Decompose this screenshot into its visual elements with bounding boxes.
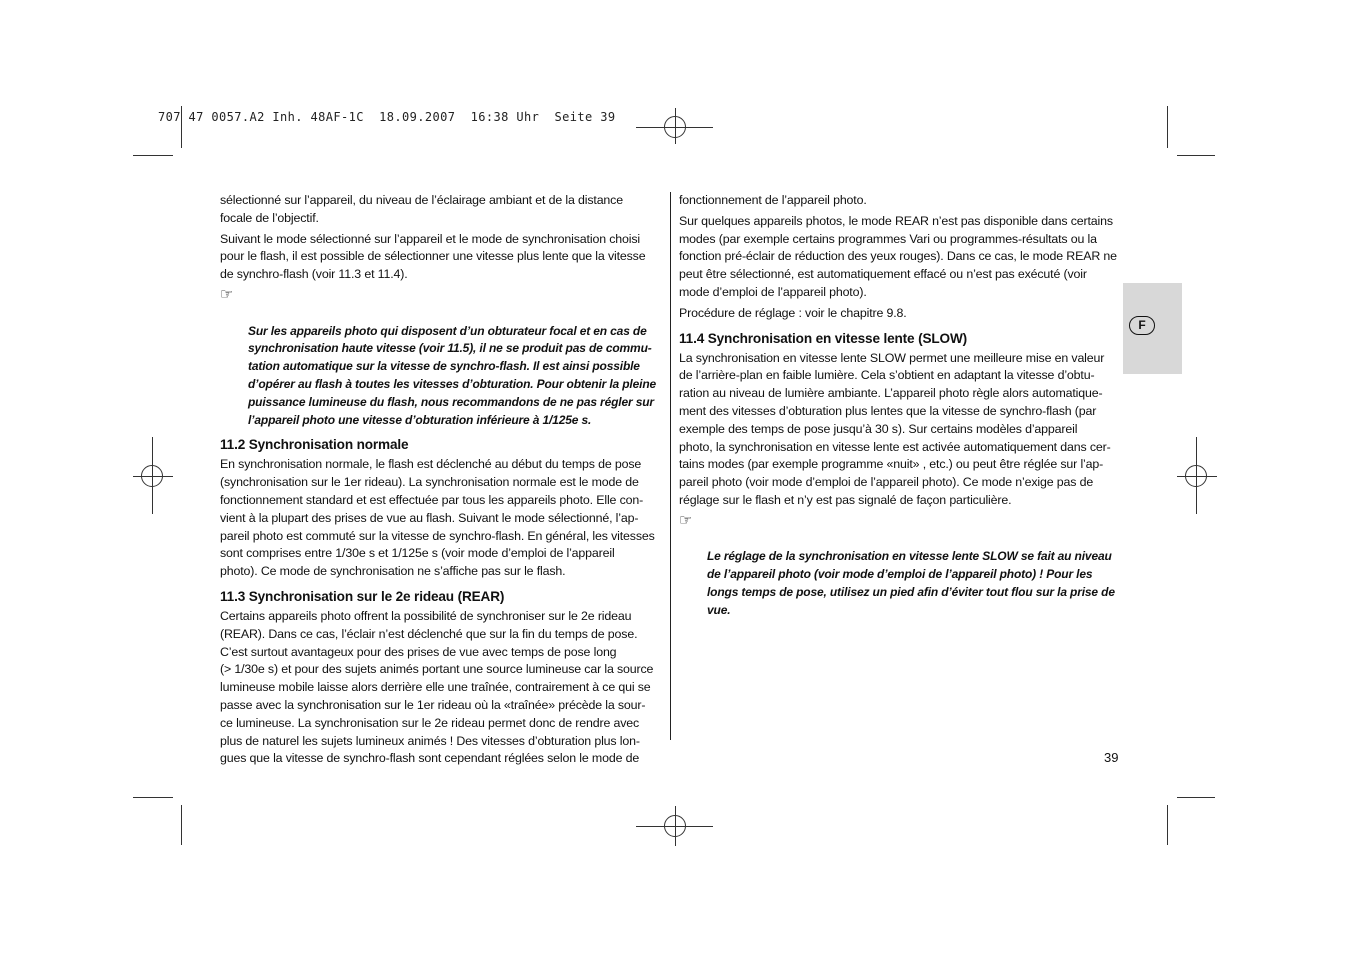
crop-mark — [1177, 155, 1215, 156]
continued-paragraph: fonctionnement de l’appareil photo. — [679, 193, 867, 207]
note-block — [220, 287, 662, 429]
note-text: Sur les appareils photo qui disposent d’un obturateur focal et en cas de synchronisation haute vitesse (voir 11.5), il ne se produit pas de commu- tation automatique sur la vitesse de synchro-flash. Il est ainsi possible d’opérer au flash à toutes les vitesses d’obturation. Pour obtenir la pleine puissance lumineuse du flash, nous recommandons de ne pas régler sur l’appareil photo une vitesse d’obturation inférieure à 1/125e s. — [248, 323, 657, 427]
note-text: Le réglage de la synchronisation en vitesse lente SLOW se fait au niveau de l’appareil photo (voir mode d’emploi de l’appareil photo) ! Pour les longs temps de pose, utilisez un pied afin d’éviter tout flou sur la prise de vue. — [707, 549, 1115, 617]
note-block — [679, 513, 1123, 620]
procedure-line: Procédure de réglage : voir le chapitre 9.8. — [679, 305, 907, 320]
section-body: Certains appareils photo offrent la possibilité de synchroniser sur le 2e rideau (REAR). Dans ce cas, l’éclair n’est déclenché que sur la fin du temps de pose. C’est surtout avantageux pour des prises de vue avec temps de pose long (> 1/30e s) et pour des sujets animés portant une source lumineuse car la source lumineuse mobile laisse alors derrière elle une traînée, contrairement à ce qui se passe avec la synchronisation sur le 1er rideau où la «traînée» précède la sour- ce lumineuse. La synchronisation sur le 2e rideau permet donc de rendre avec plus de naturel les sujets lumineux animés ! Des vitesses d’obturation plus lon- gues que la vitesse de synchro-flash sont cependant réglées selon le mode de — [220, 608, 654, 766]
section-heading: 11.4 Synchronisation en vitesse lente (SLOW) — [679, 330, 968, 346]
crop-mark — [133, 797, 173, 798]
crop-mark — [181, 805, 182, 845]
column-divider — [670, 192, 671, 740]
right-column — [679, 192, 1123, 624]
rear-paragraph: Sur quelques appareils photos, le mode REAR n’est pas disponible dans certains modes (par exemple certains programmes Vari ou programmes-résultats ou la fonction pré-éclair de réduction des yeux rouges). Dans ce cas, le mode REAR ne peut être sélectionné, est automatiquement effacé ou n’est pas exécuté (voir mode d’emploi de l’appareil photo). — [679, 213, 1117, 299]
intro-paragraph: Suivant le mode sélectionné sur l’appareil et le mode de synchronisation choisi pour le flash, il est possible de sélectionner une vitesse plus lente que la vitesse de synchro-flash (voir 11.3 et 11.4). — [220, 231, 646, 282]
crop-mark — [133, 155, 173, 156]
language-badge: F — [1129, 316, 1155, 335]
section-heading: 11.3 Synchronisation sur le 2e rideau (REAR) — [220, 588, 505, 604]
left-column — [220, 192, 662, 771]
pointing-hand-icon: ☞ — [679, 511, 693, 529]
section-body: La synchronisation en vitesse lente SLOW permet une meilleure mise en valeur de l’arrière-plan en faible lumière. Cela s’obtient en adaptant la vitesse d’obtu- ration au niveau de lumière ambiante. L’appareil photo règle alors automatique- ment des vitesses d’obturation plus lentes que la vitesse de synchro-flash (par exemple des temps de pose jusqu’à 30 s). Sur certains modèles d’appareil photo, la synchronisation en vitesse lente est activée automatiquement dans cer- tains modes (par exemple programme «nuit» , etc.) ou peut être réglée sur l’ap- pareil photo (voir mode d’emploi de l’appareil photo). Ce mode n’exige pas de réglage sur le flash et n’y est pas signalé de façon particulière. — [679, 350, 1111, 507]
page-number: 39 — [1104, 750, 1119, 765]
crop-mark — [1167, 805, 1168, 845]
section-heading: 11.2 Synchronisation normale — [220, 437, 409, 453]
section-body: En synchronisation normale, le flash est déclenché au début du temps de pose (synchronisation sur le 1er rideau). La synchronisation normale est le mode de fonctionnement standard et est effectuée par tous les appareils photo. Elle con- vient à la plupart des prises de vue au flash. Suivant le mode sélectionné, l’ap- pareil photo est commuté sur la vitesse de synchro-flash. En général, les vitesses sont comprises entre 1/30e s et 1/125e s (voir mode d’emploi de l’appareil photo). Ce mode de synchronisation ne s’affiche pas sur le flash. — [220, 457, 655, 579]
print-header: 707 47 0057.A2 Inh. 48AF-1C 18.09.2007 16:38 Uhr Seite 39 — [158, 110, 616, 124]
crop-mark — [1177, 797, 1215, 798]
intro-paragraph: sélectionné sur l’appareil, du niveau de l’éclairage ambiant et de la distance focale de l’objectif. — [220, 193, 623, 225]
crop-mark — [1167, 106, 1168, 148]
pointing-hand-icon: ☞ — [220, 285, 234, 303]
